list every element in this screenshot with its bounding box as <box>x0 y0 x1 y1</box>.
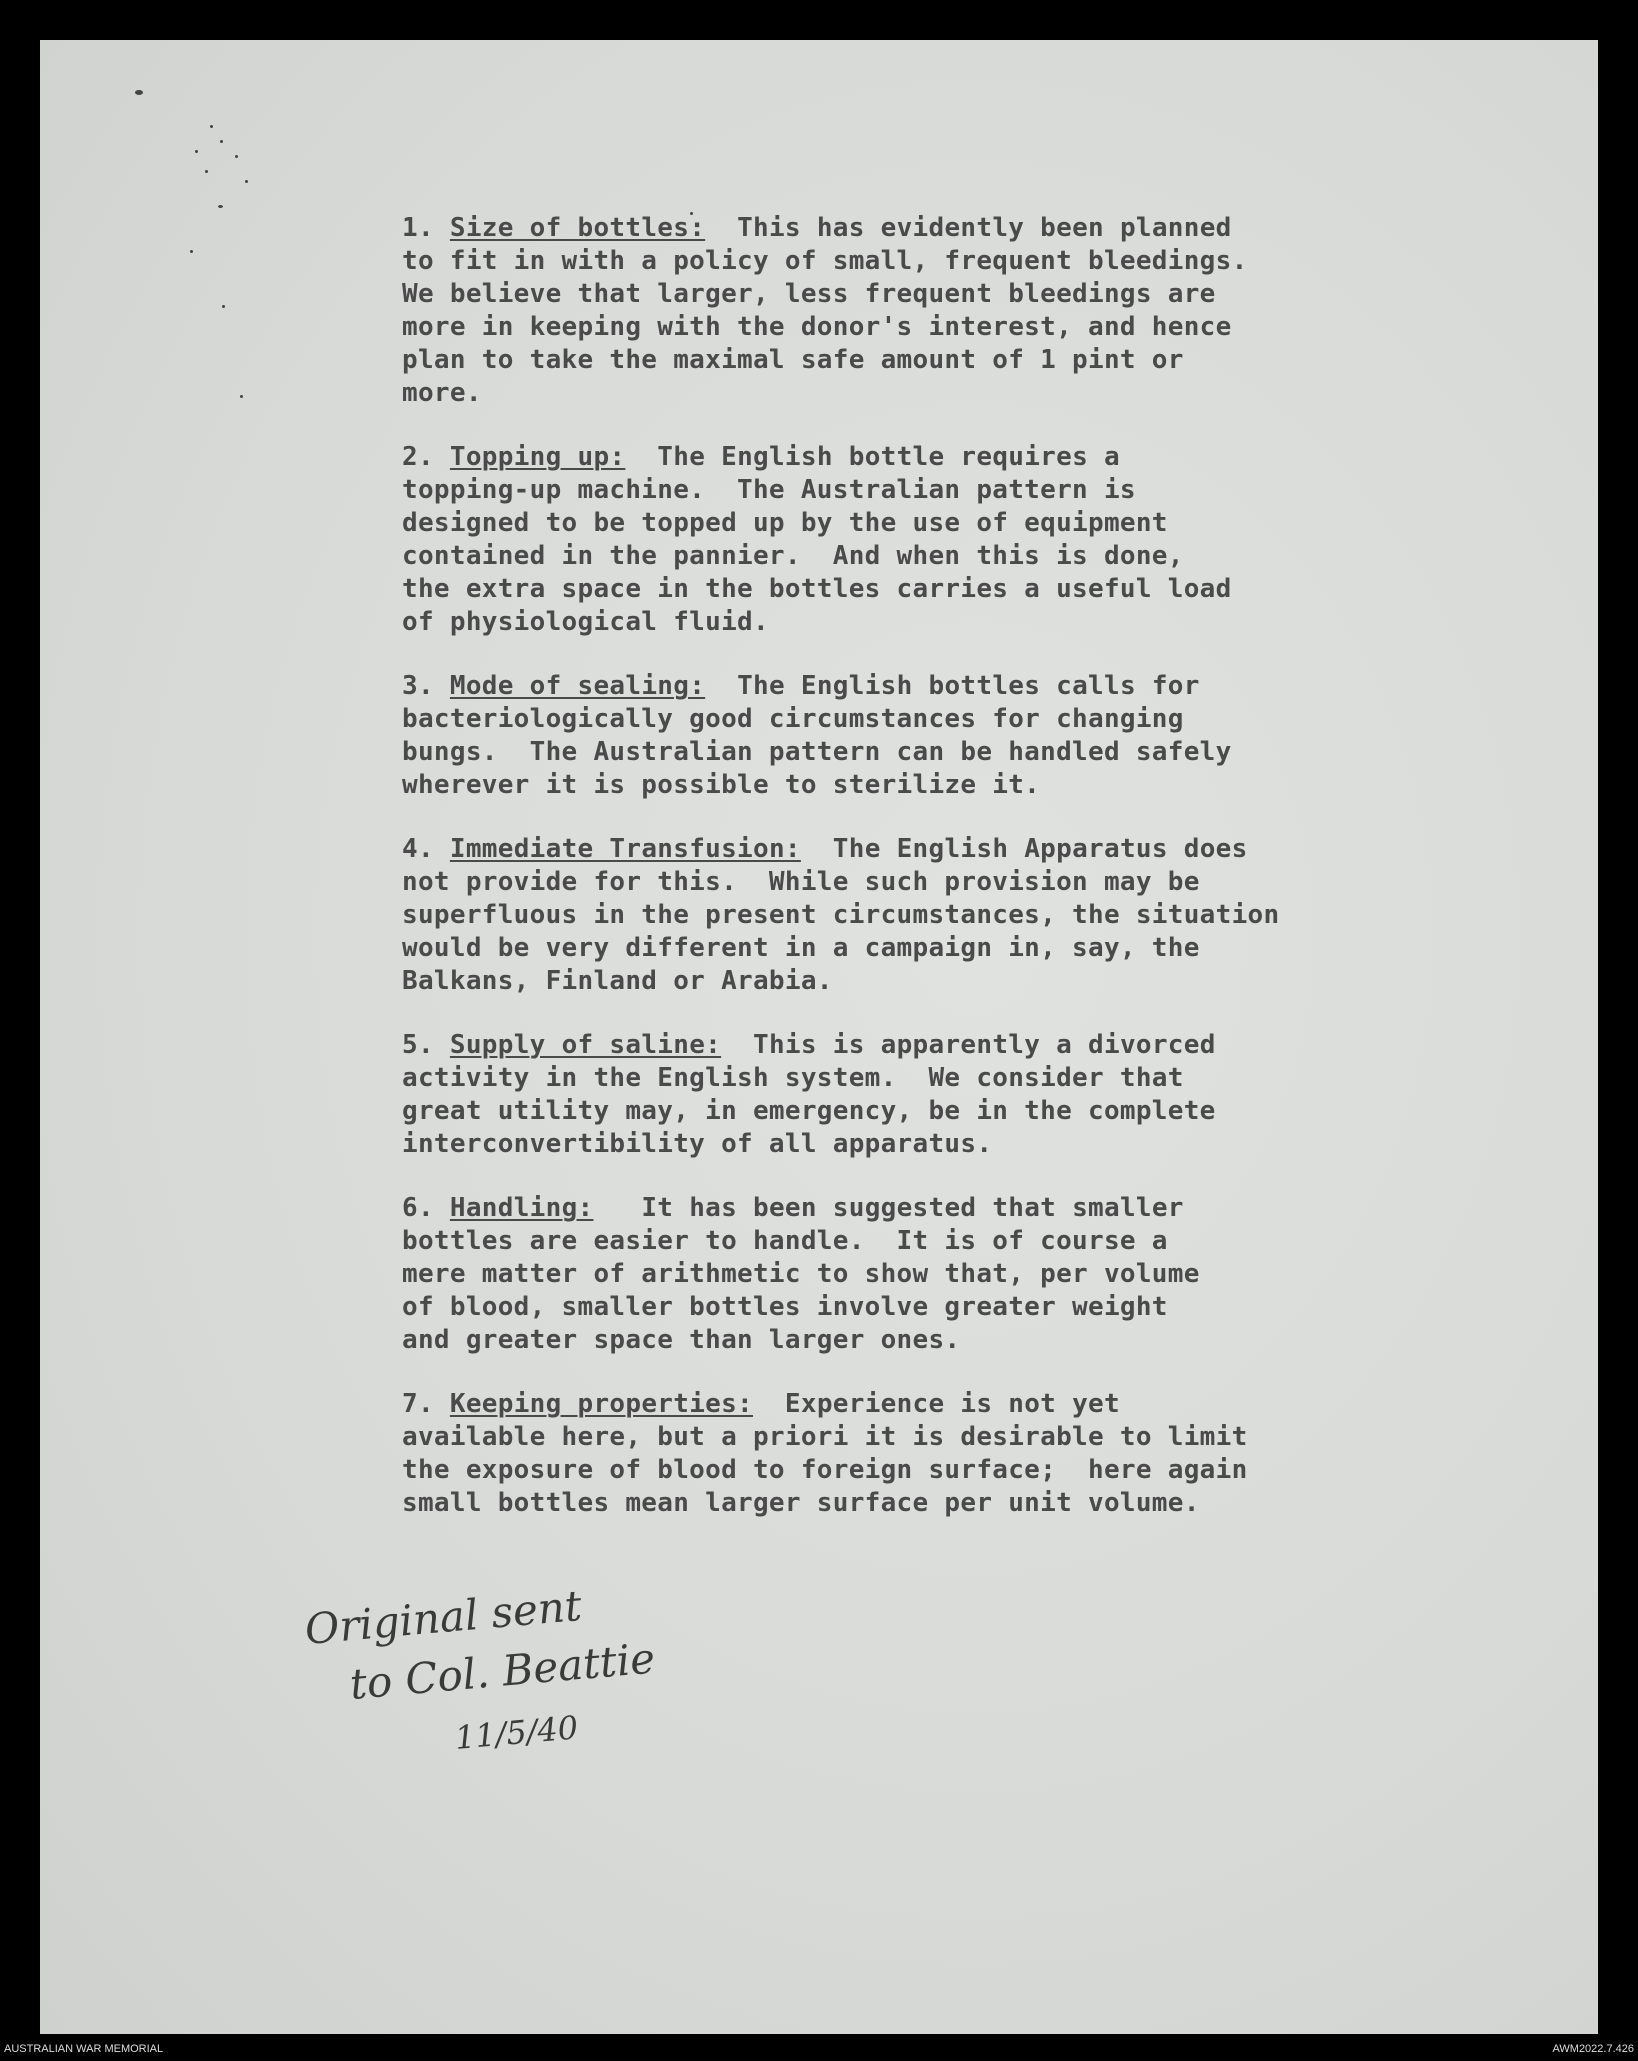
paragraph-heading: Keeping properties: <box>449 1389 754 1419</box>
paragraph-line <box>402 1192 1482 1225</box>
paragraph-line <box>402 212 1482 245</box>
paragraph-line: bungs. The Australian pattern can be handled safely <box>402 737 1232 767</box>
paragraph-line: wherever it is possible to sterilize it. <box>402 770 1041 800</box>
paragraph-heading: Supply of saline: <box>449 1030 722 1060</box>
paragraph-heading: Immediate Transfusion: <box>449 834 801 864</box>
paragraph-number: 4. <box>402 834 434 864</box>
paragraph-line: topping-up machine. The Australian pattern is <box>402 475 1136 505</box>
numbered-paragraph <box>402 1388 1482 1520</box>
paragraph-line: the extra space in the bottles carries a useful load <box>402 574 1232 604</box>
paragraph-line <box>402 833 1482 866</box>
paragraph-line <box>402 1388 1482 1421</box>
paragraph-line: more in keeping with the donor's interest, and hence <box>402 312 1232 342</box>
paragraph-text: Experience is not yet <box>753 1389 1120 1419</box>
numbered-paragraph <box>402 212 1482 410</box>
paragraph-line: designed to be topped up by the use of equipment <box>402 508 1168 538</box>
paragraph-line: interconvertibility of all apparatus. <box>402 1129 993 1159</box>
handwritten-note-date: 11/5/40 <box>453 1708 580 1757</box>
paragraph-heading: Mode of sealing: <box>449 671 706 701</box>
handwritten-note-line-2: to Col. Beattie <box>347 1633 657 1709</box>
paragraph-line: not provide for this. While such provision may be <box>402 867 1200 897</box>
typed-text-body <box>402 212 1482 1551</box>
paragraph-line: activity in the English system. We consider that <box>402 1063 1184 1093</box>
paragraph-line: small bottles mean larger surface per unit volume. <box>402 1488 1200 1518</box>
footer-reference-number: AWM2022.7.426 <box>1552 2043 1634 2055</box>
paragraph-text: The English bottles calls for <box>705 671 1200 701</box>
paragraph-number: 1. <box>402 213 434 243</box>
paragraph-line: We believe that larger, less frequent bleedings are <box>402 279 1216 309</box>
numbered-paragraph <box>402 833 1482 998</box>
paragraph-line: would be very different in a campaign in, say, the <box>402 933 1200 963</box>
paragraph-line <box>402 1029 1482 1062</box>
paragraph-heading: Size of bottles: <box>449 213 706 243</box>
paragraph-line: great utility may, in emergency, be in the complete <box>402 1096 1216 1126</box>
paragraph-text: The English bottle requires a <box>625 442 1120 472</box>
numbered-paragraph <box>402 1029 1482 1161</box>
paragraph-text: This is apparently a divorced <box>721 1030 1216 1060</box>
handwritten-note <box>302 1580 657 1757</box>
paragraph-number: 5. <box>402 1030 434 1060</box>
paragraph-number: 7. <box>402 1389 434 1419</box>
numbered-paragraph <box>402 441 1482 639</box>
paragraph-line: bacteriologically good circumstances for changing <box>402 704 1184 734</box>
paragraph-line <box>402 441 1482 474</box>
paragraph-line <box>402 670 1482 703</box>
numbered-paragraph <box>402 670 1482 802</box>
paragraph-number: 6. <box>402 1193 434 1223</box>
paragraph-line: Balkans, Finland or Arabia. <box>402 966 833 996</box>
paragraph-text: The English Apparatus does <box>800 834 1248 864</box>
paragraph-line: bottles are easier to handle. It is of course a <box>402 1226 1168 1256</box>
paragraph-line: to fit in with a policy of small, frequent bleedings. <box>402 246 1248 276</box>
paragraph-line: more. <box>402 378 482 408</box>
paragraph-line: of blood, smaller bottles involve greater weight <box>402 1292 1168 1322</box>
paragraph-line: the exposure of blood to foreign surface; here again <box>402 1455 1248 1485</box>
paragraph-text: This has evidently been planned <box>705 213 1232 243</box>
paragraph-number: 3. <box>402 671 434 701</box>
paragraph-line: contained in the pannier. And when this is done, <box>402 541 1184 571</box>
footer-archive-name: AUSTRALIAN WAR MEMORIAL <box>4 2043 164 2055</box>
paragraph-line: and greater space than larger ones. <box>402 1325 961 1355</box>
paragraph-heading: Handling: <box>449 1193 594 1223</box>
numbered-paragraph <box>402 1192 1482 1357</box>
paragraph-text: It has been suggested that smaller <box>593 1193 1184 1223</box>
paragraph-line: plan to take the maximal safe amount of 1 pint or <box>402 345 1184 375</box>
paragraph-line: available here, but a priori it is desirable to limit <box>402 1422 1248 1452</box>
paragraph-number: 2. <box>402 442 434 472</box>
paragraph-line: of physiological fluid. <box>402 607 769 637</box>
paragraph-line: mere matter of arithmetic to show that, per volume <box>402 1259 1200 1289</box>
paragraph-line: superfluous in the present circumstances, the situation <box>402 900 1280 930</box>
paragraph-heading: Topping up: <box>449 442 626 472</box>
handwritten-note-line-1: Original sent <box>302 1580 584 1654</box>
